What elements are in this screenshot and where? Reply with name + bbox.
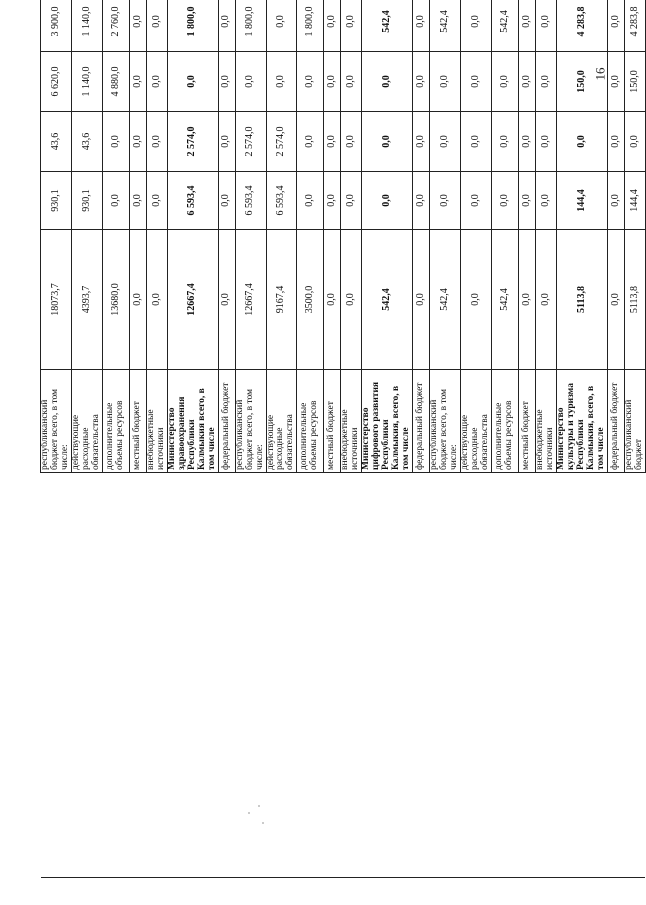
value-cell: 3 900,0 [41, 0, 72, 52]
table-row [266, 0, 297, 878]
value-cell: 0,0 [129, 112, 146, 172]
value-cell: 18073,7 [41, 230, 72, 370]
empty-cell [167, 473, 218, 878]
value-cell: 930,1 [41, 172, 72, 230]
value-cell: 6 593,4 [167, 172, 218, 230]
value-cell: 0,0 [266, 52, 297, 112]
table-row [492, 0, 519, 878]
row-label: дополнительные объемы ресурсов [102, 370, 129, 473]
empty-cell [218, 473, 235, 878]
table-row [607, 0, 624, 878]
value-cell: 0,0 [324, 112, 341, 172]
table-row [430, 0, 461, 878]
row-label: внебюджетные источники [536, 370, 557, 473]
value-cell: 1 140,0 [71, 0, 102, 52]
value-cell: 0,0 [607, 0, 624, 52]
value-cell: 0,0 [218, 112, 235, 172]
empty-cell [71, 473, 102, 878]
value-cell: 0,0 [556, 112, 607, 172]
value-cell: 0,0 [341, 172, 362, 230]
empty-cell [41, 473, 72, 878]
value-cell: 542,4 [492, 0, 519, 52]
value-cell: 6 593,4 [235, 172, 266, 230]
value-cell: 9167,4 [266, 230, 297, 370]
row-label: местный бюджет [519, 370, 536, 473]
value-cell: 4 880,0 [102, 52, 129, 112]
value-cell: 0,0 [536, 172, 557, 230]
empty-cell [129, 473, 146, 878]
value-cell: 13680,0 [102, 230, 129, 370]
value-cell: 0,0 [218, 0, 235, 52]
table-row [556, 0, 607, 878]
table-row [413, 0, 430, 878]
row-label: федеральный бюджет [413, 370, 430, 473]
value-cell: 0,0 [607, 52, 624, 112]
value-cell: 3500,0 [297, 230, 324, 370]
value-cell: 0,0 [624, 112, 645, 172]
value-cell: 0,0 [461, 172, 492, 230]
table-row [624, 0, 645, 878]
value-cell: 0,0 [324, 0, 341, 52]
row-label: внебюджетные источники [146, 370, 167, 473]
value-cell: 2 574,0 [167, 112, 218, 172]
value-cell: 0,0 [129, 172, 146, 230]
value-cell: 4 283,8 [556, 0, 607, 52]
row-label: Министерство культуры и туризма Республики Калмыкия, всего, в том числе [556, 370, 607, 473]
row-label: республиканский бюджет всего, в том числе: [430, 370, 461, 473]
empty-cell [607, 473, 624, 878]
empty-cell [461, 473, 492, 878]
value-cell: 2 574,0 [266, 112, 297, 172]
value-cell: 0,0 [413, 112, 430, 172]
value-cell: 0,0 [607, 172, 624, 230]
value-cell: 0,0 [146, 0, 167, 52]
value-cell: 0,0 [146, 52, 167, 112]
value-cell: 0,0 [218, 230, 235, 370]
scan-speck [248, 812, 250, 814]
value-cell: 6 593,4 [266, 172, 297, 230]
value-cell: 0,0 [461, 230, 492, 370]
value-cell: 0,0 [536, 230, 557, 370]
value-cell: 0,0 [235, 52, 266, 112]
value-cell: 0,0 [341, 0, 362, 52]
table-row [167, 0, 218, 878]
empty-cell [519, 473, 536, 878]
value-cell: 0,0 [607, 230, 624, 370]
value-cell: 0,0 [324, 172, 341, 230]
value-cell: 542,4 [492, 230, 519, 370]
value-cell: 0,0 [102, 172, 129, 230]
value-cell: 0,0 [362, 52, 413, 112]
row-label: республиканский бюджет всего, в том числе: [235, 370, 266, 473]
value-cell: 0,0 [129, 52, 146, 112]
empty-cell [556, 473, 607, 878]
scan-speck [258, 805, 260, 807]
value-cell: 0,0 [362, 112, 413, 172]
value-cell: 144,4 [624, 172, 645, 230]
value-cell: 0,0 [492, 172, 519, 230]
value-cell: 0,0 [146, 112, 167, 172]
value-cell: 144,4 [556, 172, 607, 230]
value-cell: 0,0 [492, 112, 519, 172]
value-cell: 1 800,0 [235, 0, 266, 52]
rotated-table-container [40, 6, 644, 878]
value-cell: 12667,4 [167, 230, 218, 370]
value-cell: 0,0 [341, 112, 362, 172]
row-label: местный бюджет [129, 370, 146, 473]
value-cell: 0,0 [297, 112, 324, 172]
value-cell: 0,0 [607, 112, 624, 172]
row-label: дополнительные объемы ресурсов [297, 370, 324, 473]
row-label: Министерство цифрового развития Республики Калмыкия, всего, в том числе [362, 370, 413, 473]
row-label: действующие расходные обязательства [461, 370, 492, 473]
table-row [297, 0, 324, 878]
value-cell: 0,0 [362, 172, 413, 230]
empty-cell [492, 473, 519, 878]
empty-cell [341, 473, 362, 878]
value-cell: 2 574,0 [235, 112, 266, 172]
empty-cell [536, 473, 557, 878]
value-cell: 0,0 [519, 172, 536, 230]
table-row [41, 0, 72, 878]
row-label: республиканский бюджет [624, 370, 645, 473]
value-cell: 542,4 [430, 230, 461, 370]
value-cell: 5113,8 [556, 230, 607, 370]
value-cell: 0,0 [413, 172, 430, 230]
value-cell: 0,0 [461, 52, 492, 112]
value-cell: 0,0 [146, 172, 167, 230]
value-cell: 0,0 [324, 52, 341, 112]
value-cell: 0,0 [218, 172, 235, 230]
table-row [235, 0, 266, 878]
value-cell: 150,0 [624, 52, 645, 112]
row-label: Министерство здравоохранения Республики Калмыкия всего, в том числе [167, 370, 218, 473]
value-cell: 542,4 [430, 0, 461, 52]
value-cell: 0,0 [461, 0, 492, 52]
scan-speck [262, 822, 264, 824]
table-row [362, 0, 413, 878]
value-cell: 1 800,0 [297, 0, 324, 52]
empty-cell [235, 473, 266, 878]
value-cell: 0,0 [413, 230, 430, 370]
value-cell: 6 620,0 [41, 52, 72, 112]
value-cell: 4393,7 [71, 230, 102, 370]
row-label: федеральный бюджет [218, 370, 235, 473]
table-row [218, 0, 235, 878]
empty-cell [146, 473, 167, 878]
empty-cell [413, 473, 430, 878]
value-cell: 0,0 [129, 0, 146, 52]
value-cell: 0,0 [536, 112, 557, 172]
empty-cell [624, 473, 645, 878]
table-row [519, 0, 536, 878]
value-cell: 542,4 [362, 0, 413, 52]
empty-cell [324, 473, 341, 878]
value-cell: 0,0 [519, 230, 536, 370]
value-cell: 0,0 [430, 172, 461, 230]
row-label: действующие расходные обязательства [71, 370, 102, 473]
value-cell: 0,0 [146, 230, 167, 370]
table-row [536, 0, 557, 878]
page-number: 16 [592, 67, 608, 81]
empty-cell [297, 473, 324, 878]
value-cell: 2 760,0 [102, 0, 129, 52]
value-cell: 0,0 [492, 52, 519, 112]
table-row [102, 0, 129, 878]
value-cell: 0,0 [167, 52, 218, 112]
value-cell: 43,6 [71, 112, 102, 172]
value-cell: 0,0 [341, 230, 362, 370]
value-cell: 0,0 [536, 52, 557, 112]
value-cell: 0,0 [536, 0, 557, 52]
row-label: местный бюджет [324, 370, 341, 473]
empty-cell [362, 473, 413, 878]
value-cell: 0,0 [297, 52, 324, 112]
value-cell: 0,0 [297, 172, 324, 230]
table-row [461, 0, 492, 878]
value-cell: 542,4 [362, 230, 413, 370]
empty-cell [430, 473, 461, 878]
empty-cell [266, 473, 297, 878]
budget-table [40, 0, 646, 878]
value-cell: 43,6 [41, 112, 72, 172]
value-cell: 0,0 [324, 230, 341, 370]
value-cell: 0,0 [218, 52, 235, 112]
row-label: внебюджетные источники [341, 370, 362, 473]
value-cell: 0,0 [341, 52, 362, 112]
value-cell: 930,1 [71, 172, 102, 230]
row-label: дополнительные объемы ресурсов [492, 370, 519, 473]
value-cell: 0,0 [413, 52, 430, 112]
table-row [146, 0, 167, 878]
value-cell: 1 140,0 [71, 52, 102, 112]
table-row [129, 0, 146, 878]
value-cell: 0,0 [430, 52, 461, 112]
value-cell: 0,0 [413, 0, 430, 52]
value-cell: 0,0 [519, 0, 536, 52]
value-cell: 5113,8 [624, 230, 645, 370]
value-cell: 0,0 [519, 112, 536, 172]
row-label: действующие расходные обязательства [266, 370, 297, 473]
budget-table-body [41, 0, 646, 878]
value-cell: 0,0 [129, 230, 146, 370]
value-cell: 0,0 [430, 112, 461, 172]
value-cell: 1 800,0 [167, 0, 218, 52]
value-cell: 0,0 [519, 52, 536, 112]
value-cell: 4 283,8 [624, 0, 645, 52]
table-row [71, 0, 102, 878]
value-cell: 0,0 [102, 112, 129, 172]
table-row [341, 0, 362, 878]
table-row [324, 0, 341, 878]
value-cell: 0,0 [266, 0, 297, 52]
row-label: федеральный бюджет [607, 370, 624, 473]
row-label: республиканский бюджет всего, в том числе: [41, 370, 72, 473]
empty-cell [102, 473, 129, 878]
value-cell: 12667,4 [235, 230, 266, 370]
value-cell: 0,0 [461, 112, 492, 172]
value-cell: 150,0 [556, 52, 607, 112]
